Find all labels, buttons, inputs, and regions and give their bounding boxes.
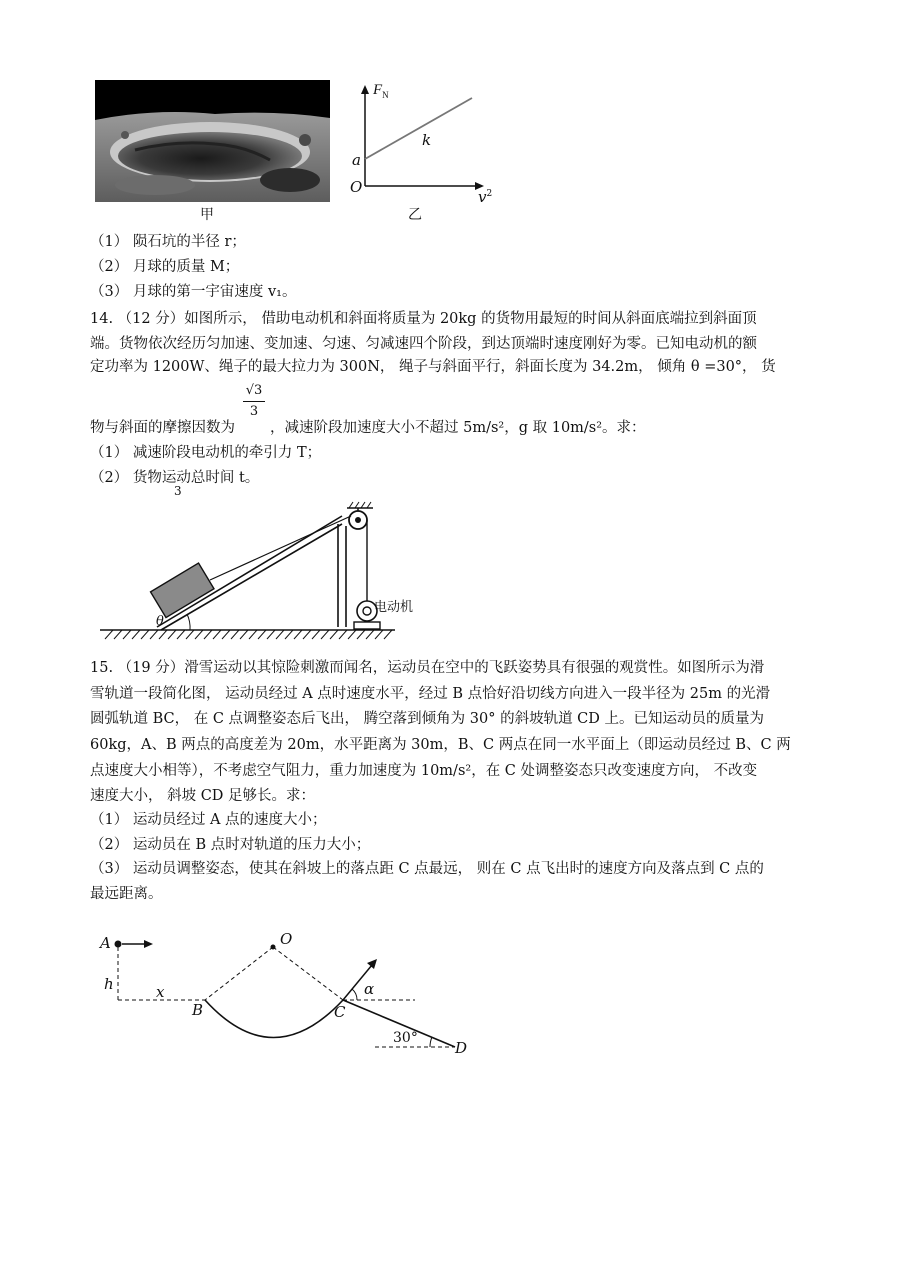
label-a: A [100,934,111,952]
q15-item-2: （2） 运动员在 B 点时对轨道的压力大小； [90,837,371,853]
q15-line-4: 60kg，A、B 两点的高度差为 20m，水平距离为 30m，B、C 两点在同一水平面上（即运动员经过 B、C 两 [90,737,791,753]
launch-arrow-icon [367,959,377,969]
ground-hatch [303,630,311,639]
q14-line-2: 端。货物依次经历匀加速、变加速、匀速、匀减速四个阶段，到达顶端时速度刚好为零。已知电动机的额 [90,336,757,352]
q15-line-5: 点速度大小相等），不考虑空气阻力，重力加速度为 10m/s²，在 C 处调整姿态只改变速度方向， 不改变 [90,763,758,779]
ground-hatch [267,630,275,639]
y-axis-arrow-icon [361,85,369,94]
ground-hatch [213,630,221,639]
graph-intercept-label: a [352,151,361,169]
graph-origin-label: O [350,178,363,196]
force-velocity-graph [340,82,500,208]
velocity-arrow-icon [144,940,153,948]
q14-friction-prefix: 物与斜面的摩擦因数为 [90,420,235,436]
label-d: D [455,1039,468,1057]
q13-item-2: （2） 月球的质量 M； [90,259,240,275]
label-b: B [192,1001,204,1019]
q15-line-3: 圆弧轨道 BC， 在 C 点调整姿态后飞出， 腾空落到倾角为 30° 的斜坡轨道 CD 上。已知运动员的质量为 [90,711,765,727]
q14-line-3: 定功率为 1200W、绳子的最大拉力为 300N， 绳子与斜面平行，斜面长度为 34.2m， 倾角 θ =30°， 货 [90,359,776,375]
q13-item-1: （1） 陨石坑的半径 r； [90,234,246,250]
q15-line-1: 15. （19 分）滑雪运动以其惊险刺激而闻名，运动员在空中的飞跃姿势具有很强的观赏性。如图所示为滑 [90,660,765,676]
ground-hatch [159,630,167,639]
ground-hatch [231,630,239,639]
ground-hatch [114,630,122,639]
ground-hatch [339,630,347,639]
q14-item-2: （2） 货物运动总时间 t。 [90,470,260,486]
ground-hatch [330,630,338,639]
moon-crater-photo [95,80,330,202]
q13-item-3: （3） 月球的第一宇宙速度 v₁。 [90,284,297,300]
ground-hatch [141,630,149,639]
ground-hatch [276,630,284,639]
incline-motor-diagram [95,496,425,646]
ground-hatch [240,630,248,639]
ski-track-diagram [95,925,495,1065]
q14-line-1: 14. （12 分）如图所示， 借助电动机和斜面将质量为 20kg 的货物用最短的时间从斜面底端拉到斜面顶 [90,311,757,327]
label-h: h [104,975,114,993]
ground-hatch [186,630,194,639]
ground-hatch [105,630,113,639]
ground-hatch [150,630,158,639]
q14-item-1: （1） 减速阶段电动机的牵引力 T； [90,445,322,461]
label-30-degree: 30° [393,1030,418,1046]
motor-label: 电动机 [374,600,414,615]
graph-axis-y-label: $F_N$ [373,82,389,100]
q14-friction-fraction [243,383,265,420]
ground-hatch [132,630,140,639]
graph-axis-x-label: $v^2$ [478,188,493,206]
ground-hatch [312,630,320,639]
ground-hatch [375,630,383,639]
ground-hatch [195,630,203,639]
q15-line-6: 速度大小， 斜坡 CD 足够长。求： [90,788,316,804]
label-x: x [156,983,165,1001]
arc-bc [205,1000,346,1038]
label-c: C [334,1003,346,1021]
q15-item-4: 最远距离。 [90,886,163,902]
label-alpha: α [364,980,375,998]
ground-hatch [294,630,302,639]
ground-hatch [123,630,131,639]
ground-hatch [357,630,365,639]
ground-hatch [222,630,230,639]
graph-slope-label: k [422,131,432,149]
fn-line [365,98,472,159]
incline-angle-label: θ [156,614,164,629]
ground-hatch [285,630,293,639]
ground-hatch [348,630,356,639]
stray-mark: 3 [174,484,182,498]
q14-friction-suffix: ，减速阶段加速度大小不超过 5m/s²，g 取 10m/s²。求： [270,420,646,436]
ground-hatch [321,630,329,639]
ground-hatch [177,630,185,639]
photo-label: 甲 [200,207,214,223]
ground-hatch [168,630,176,639]
ground-hatch [258,630,266,639]
frac-numerator: √3 [245,383,263,398]
ground-hatch [249,630,257,639]
crate [151,563,214,618]
q15-line-2: 雪轨道一段简化图， 运动员经过 A 点时速度水平，经过 B 点恰好沿切线方向进入一段半径为 25m 的光滑 [90,686,771,702]
q15-item-1: （1） 运动员经过 A 点的速度大小； [90,812,327,828]
q15-item-3: （3） 运动员调整姿态，使其在斜坡上的落点距 C 点最远， 则在 C 点飞出时的速度方向及落点到 C 点的 [90,861,764,877]
point-a [115,941,122,948]
graph-label: 乙 [408,207,422,223]
ground-hatch [204,630,212,639]
frac-denominator: 3 [249,404,259,419]
label-o: O [280,930,293,948]
ground-hatch [384,630,392,639]
ground-hatch [366,630,374,639]
